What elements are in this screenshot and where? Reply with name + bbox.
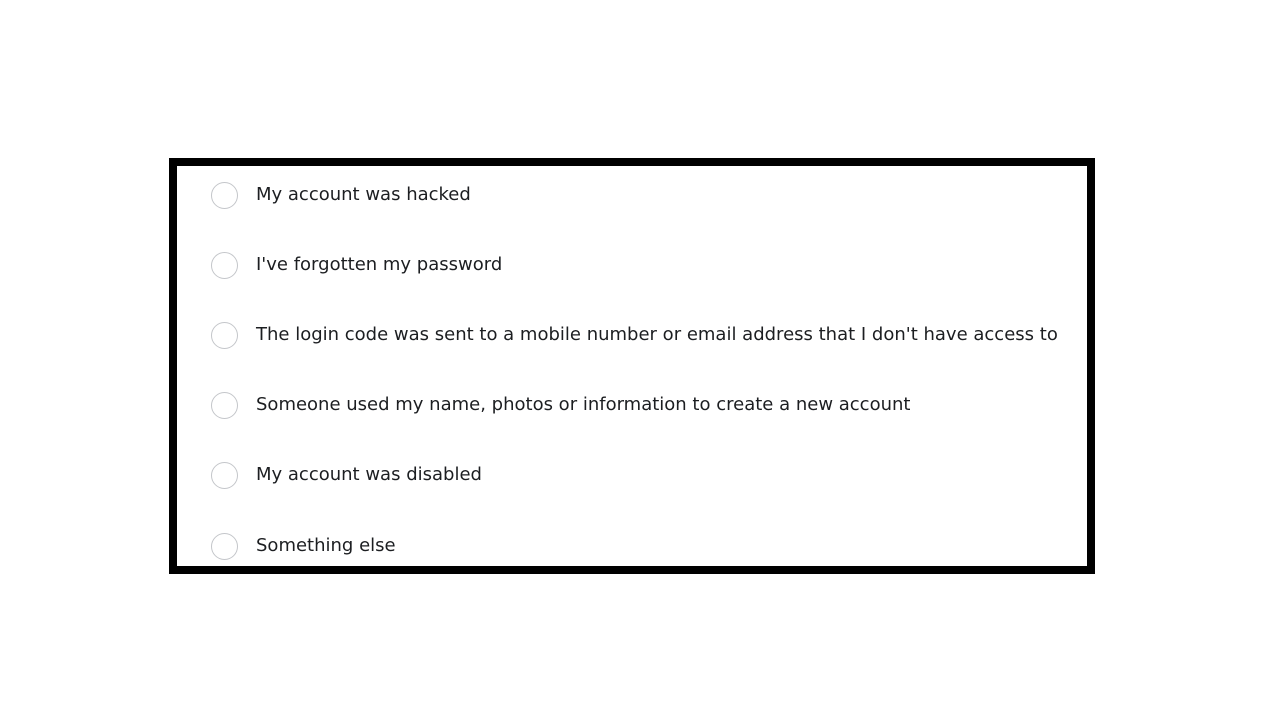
option-something-else[interactable]	[211, 526, 396, 566]
option-label: The login code was sent to a mobile number or email address that I don't have access to	[256, 324, 1058, 345]
radio-button[interactable]	[211, 322, 238, 349]
option-label: My account was hacked	[256, 184, 471, 205]
option-label: Something else	[256, 535, 396, 556]
option-login-code-inaccessible[interactable]	[211, 315, 1058, 355]
option-label: I've forgotten my password	[256, 254, 503, 275]
account-issue-options	[169, 158, 1095, 574]
option-label: Someone used my name, photos or information to create a new account	[256, 394, 911, 415]
radio-button[interactable]	[211, 392, 238, 419]
option-impersonation[interactable]	[211, 385, 910, 425]
radio-button[interactable]	[211, 252, 238, 279]
radio-button[interactable]	[211, 182, 238, 209]
option-account-disabled[interactable]	[211, 455, 482, 495]
option-account-hacked[interactable]	[211, 175, 471, 215]
option-forgotten-password[interactable]	[211, 245, 502, 285]
radio-button[interactable]	[211, 462, 238, 489]
radio-button[interactable]	[211, 533, 238, 560]
option-label: My account was disabled	[256, 464, 482, 485]
